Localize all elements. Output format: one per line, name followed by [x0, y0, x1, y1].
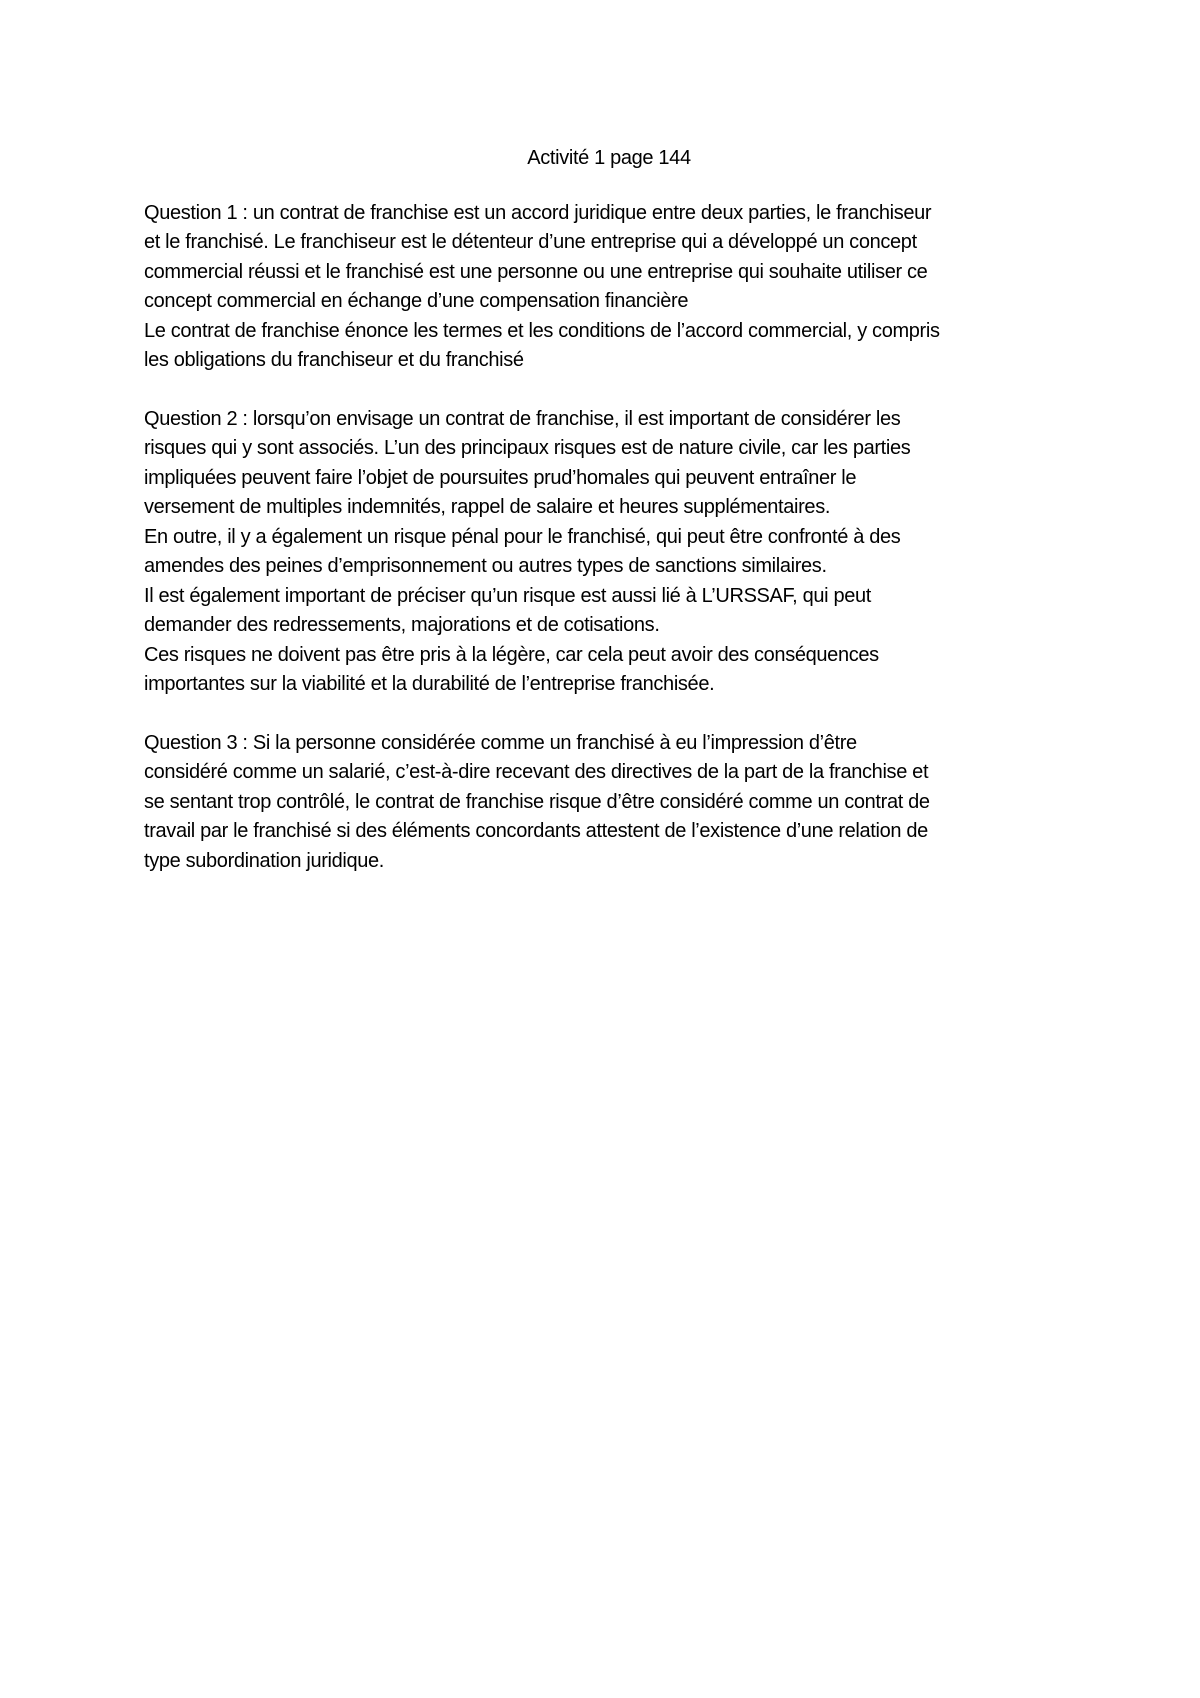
question-2-line: impliquées peuvent faire l’objet de poursuites prud’homales qui peuvent entraîner le [144, 466, 857, 489]
question-2-line: Question 2 : lorsqu’on envisage un contrat de franchise, il est important de considérer les [144, 407, 901, 430]
document-body [144, 144, 1074, 905]
question-2-line: importantes sur la viabilité et la durabilité de l’entreprise franchisée. [144, 673, 715, 695]
question-3-line: type subordination juridique. [144, 849, 385, 872]
question-3-line: Question 3 : Si la personne considérée comme un franchisé à eu l’impression d’être [144, 731, 857, 754]
question-2-line: Ces risques ne doivent pas être pris à la légère, car cela peut avoir des conséquences [144, 643, 879, 666]
question-1-line: les obligations du franchiseur et du franchisé [144, 349, 524, 371]
question-1-line: concept commercial en échange d’une compensation financière [144, 290, 689, 312]
question-2-line: amendes des peines d’emprisonnement ou autres types de sanctions similaires. [144, 555, 827, 577]
question-2-line: demander des redressements, majorations et de cotisations. [144, 614, 660, 636]
question-1-paragraph [144, 199, 1074, 376]
question-2-line: risques qui y sont associés. L’un des principaux risques est de nature civile, car les parties [144, 437, 911, 459]
question-1-line: commercial réussi et le franchisé est une personne ou une entreprise qui souhaite utiliser ce [144, 260, 928, 283]
question-3-paragraph [144, 729, 1074, 877]
question-1-line: et le franchisé. Le franchiseur est le détenteur d’une entreprise qui a développé un concept [144, 231, 917, 253]
question-1-line: Le contrat de franchise énonce les termes et les conditions de l’accord commercial, y compris [144, 319, 940, 342]
question-2-line: En outre, il y a également un risque pénal pour le franchisé, qui peut être confronté à des [144, 525, 901, 548]
question-3-line: considéré comme un salarié, c’est-à-dire recevant des directives de la part de la franchise et [144, 761, 929, 783]
question-3-line: travail par le franchisé si des éléments concordants attestent de l’existence d’une relation de [144, 820, 928, 842]
question-3-line: se sentant trop contrôlé, le contrat de franchise risque d’être considéré comme un contrat de [144, 790, 930, 813]
question-2-line: Il est également important de préciser qu’un risque est aussi lié à L’URSSAF, qui peut [144, 584, 871, 607]
question-2-line: versement de multiples indemnités, rappel de salaire et heures supplémentaires. [144, 496, 831, 518]
document-title: Activité 1 page 144 [527, 147, 691, 169]
question-2-paragraph [144, 405, 1074, 700]
question-1-line: Question 1 : un contrat de franchise est un accord juridique entre deux parties, le franchiseur [144, 201, 932, 224]
